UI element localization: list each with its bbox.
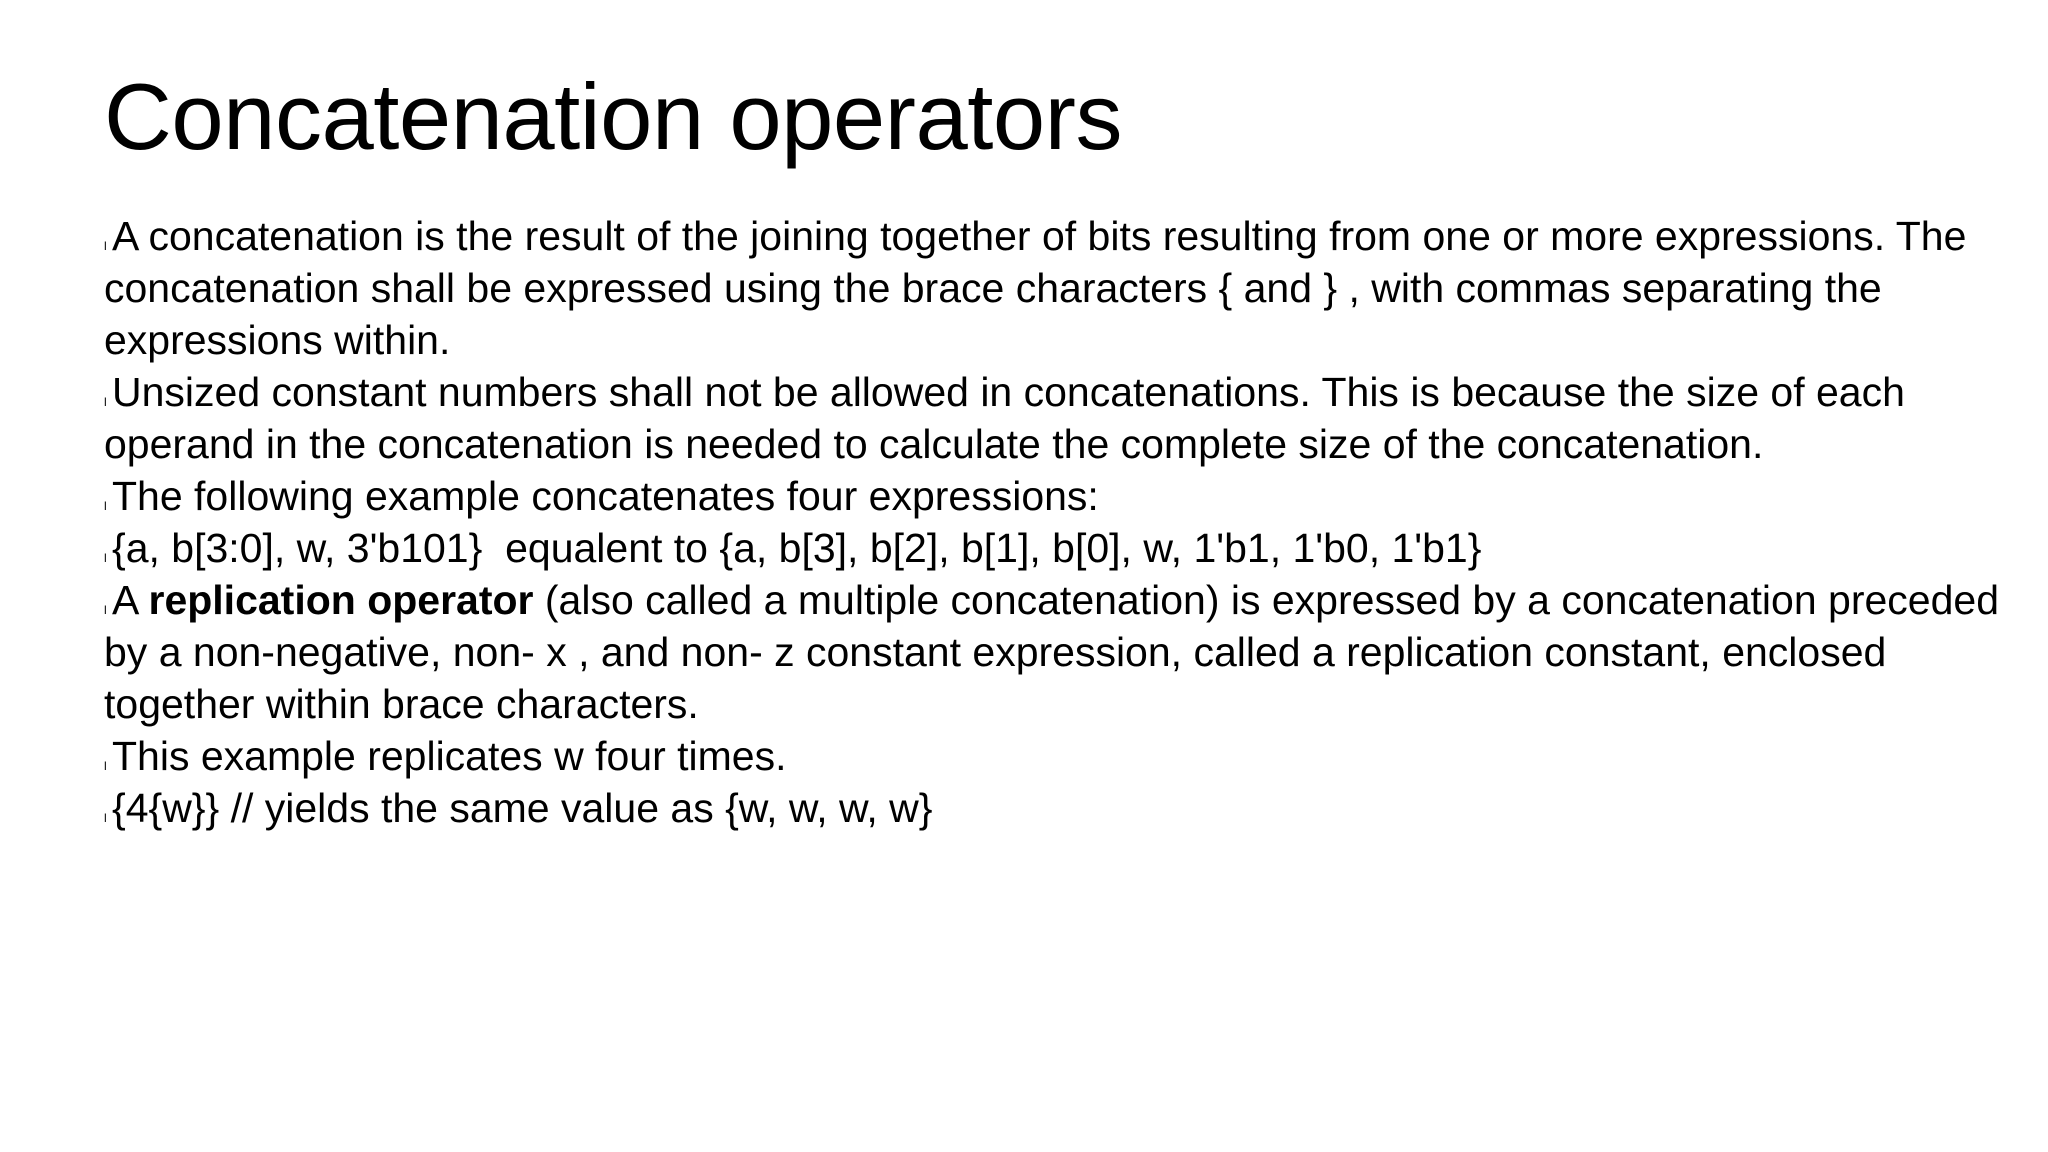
bullet-text-start: A: [112, 577, 149, 623]
bullet-replication-operator: [104, 574, 2004, 730]
replication-operator-term: replication operator: [148, 577, 534, 623]
bullet-text: {a, b[3:0], w, 3'b101} equalent to {a, b[3], b[2], b[1], b[0], w, 1'b1, 1'b0, 1'b1}: [112, 525, 1482, 571]
bullet-text: This example replicates w four times.: [112, 733, 787, 779]
bullet-marker: l: [104, 759, 107, 773]
bullet-text: The following example concatenates four expressions:: [112, 473, 1099, 519]
bullet-marker: l: [104, 811, 107, 825]
bullet-concatenation-definition: [104, 210, 2004, 366]
bullet-text: A concatenation is the result of the joining together of bits resulting from one or more expressions. The concatenation shall be expressed using the brace characters { and } , with commas separating the expressions within.: [104, 213, 1967, 363]
bullet-replication-example: [104, 782, 2004, 834]
bullet-marker: l: [104, 395, 107, 409]
bullet-marker: l: [104, 239, 107, 253]
bullet-text: {4{w}} // yields the same value as {w, w, w, w}: [112, 785, 933, 831]
bullet-marker: l: [104, 603, 107, 617]
bullet-unsized-constants: [104, 366, 2004, 470]
bullet-marker: l: [104, 499, 107, 513]
bullet-text: Unsized constant numbers shall not be allowed in concatenations. This is because the size of each operand in the concatenation is needed to calculate the complete size of the concatenation.: [104, 369, 1905, 467]
bullet-text-rest: (also called a multiple concatenation) is expressed by a concatenation preceded by a non-negative, non- x , and non- z constant expression, called a replication constant, enclosed together within brace characters.: [104, 577, 1999, 727]
bullet-concatenation-example: [104, 522, 2004, 574]
bullet-replication-intro: [104, 730, 2004, 782]
bullet-example-intro: [104, 470, 2004, 522]
slide-title: Concatenation operators: [104, 64, 1122, 169]
bullet-marker: l: [104, 551, 107, 565]
slide-body: [104, 210, 2004, 834]
